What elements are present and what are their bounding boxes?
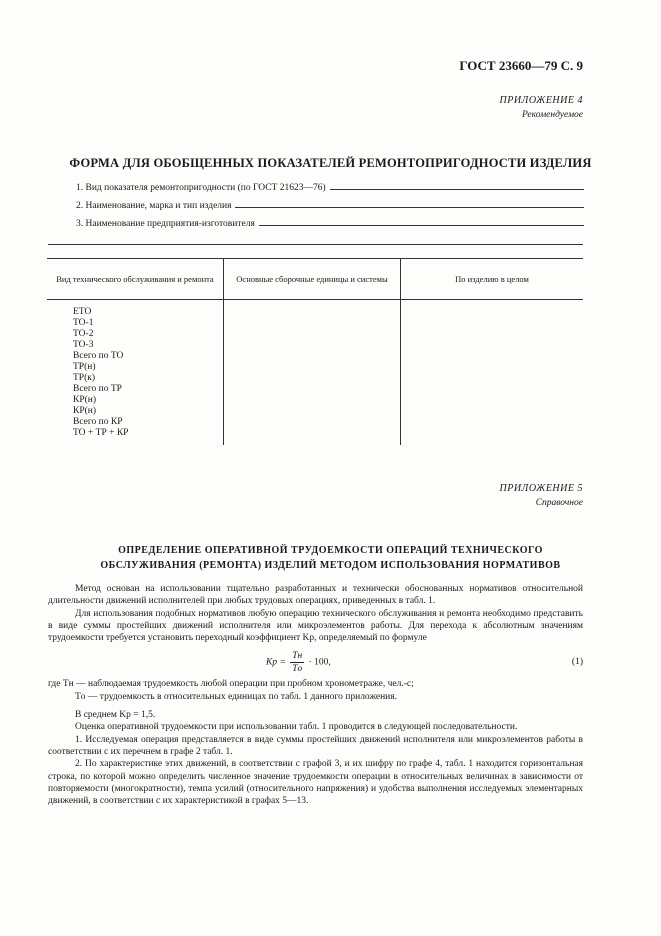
where-line-2: Tо — трудоемкость в относительных единицах по табл. 1 данного приложения. [75, 691, 398, 702]
table-header-units: Основные сборочные единицы и системы [224, 259, 401, 300]
form-title: ФОРМА ДЛЯ ОБОБЩЕННЫХ ПОКАЗАТЕЛЕЙ РЕМОНТОПРИГОДНОСТИ ИЗДЕЛИЯ [69, 156, 592, 170]
formula-denominator: Tо [292, 664, 303, 675]
formula-expression [266, 650, 331, 675]
appendix-5-block [500, 482, 584, 510]
appendix-4-label: ПРИЛОЖЕНИЕ 4 [499, 95, 583, 106]
formula-lhs: Kр = [266, 658, 286, 669]
formula-numerator: Tн [292, 651, 303, 662]
table-row-label: ТР(к) [73, 373, 96, 383]
table-row-label: КР(н) [73, 395, 97, 405]
appendix-5-status: Справочное [535, 498, 583, 508]
formula-number: (1) [571, 657, 583, 668]
form-field-2 [76, 199, 584, 217]
table-header-type: Вид технического обслуживания и ремонта [47, 259, 224, 300]
section-title-line2: ОБСЛУЖИВАНИЯ (РЕМОНТА) ИЗДЕЛИЙ МЕТОДОМ ИСПОЛЬЗОВАНИЯ НОРМАТИВОВ [100, 560, 561, 571]
form-field-label: 3. Наименование предприятия-изготовителя [76, 219, 255, 229]
table-row-label: ТО-3 [73, 340, 94, 350]
paragraph-step-2: 2. По характеристике этих движений, в соответствии с графой 3, и их шифру по графе 4, табл. 1 находится горизонтальная строка, по которой можно определить численное значение трудоемкости операции в относительных величинах в зависимости от повторяемости (многократности), темпа усилий (относительного напряжения) и удобства выполнения исследуемых элементарных движений, в соответствии с их характеристикой в графах 5—13. [48, 759, 583, 807]
formula-1 [48, 644, 583, 678]
form-field-label: 1. Вид показателя ремонтопригодности (по ГОСТ 21623—76) [76, 183, 326, 193]
fill-line [235, 199, 584, 208]
table-row-label: ТО + ТР + КР [73, 428, 129, 438]
table-cell-types [47, 300, 224, 446]
page-header: ГОСТ 23660—79 С. 9 [459, 58, 583, 73]
form-field-1 [76, 181, 584, 199]
table-row-label: ТР(н) [73, 362, 96, 372]
repair-form-table [47, 258, 583, 445]
fill-line [330, 181, 584, 190]
section-title [0, 543, 661, 573]
table-header-total: По изделию в целом [401, 259, 584, 300]
paragraph-step-1: 1. Исследуемая операция представляется в виде суммы простейших движений исполнителя или микроэлементов работы в соответствии с их перечнем в графе 2 табл. 1. [48, 734, 583, 757]
table-cell-units [224, 300, 401, 446]
table-row-label: ТО-2 [73, 329, 94, 339]
paragraph-norms: Для использования подобных нормативов любую операцию технического обслуживания и ремонта необходимо представить в виде суммы простейших движений исполнителя или микроэлементов работы. Для перехода к абсолютным значениям трудоемкости требуется установить переходный коэффициент Kр, определяемый по формуле [48, 608, 583, 644]
table-row-label: Всего по ТР [73, 384, 122, 394]
appendix-4-status: Рекомендуемое [521, 110, 583, 120]
table-row-label: КР(н) [73, 406, 97, 416]
appendix-5-label: ПРИЛОЖЕНИЕ 5 [499, 483, 583, 494]
form-fields [76, 181, 584, 235]
table-cell-total [401, 300, 584, 446]
form-field-continuation [48, 233, 583, 251]
fill-line [259, 217, 584, 226]
paragraph-average: В среднем Kр = 1,5. [75, 710, 156, 721]
appendix-4-block [500, 94, 584, 122]
table-row-label: Всего по КР [73, 417, 123, 427]
paragraph-method: Метод основан на использовании тщательно разработанных и технически обоснованных нормативов относительной длительности движений исполнителей при любых трудовых операциях, приведенных в табл. 1. [48, 584, 583, 607]
formula-fraction [290, 650, 304, 675]
table-row-label: ТО-1 [73, 318, 94, 328]
where-line-1: где Tн — наблюдаемая трудоемкость любой операции при пробном хронометраже, чел.-с; [48, 679, 414, 690]
fill-line [48, 233, 583, 245]
paragraph-assessment: Оценка оперативной трудоемкости при использовании табл. 1 проводится в следующей последовательности. [75, 722, 518, 733]
formula-rhs: · 100, [308, 658, 331, 669]
form-field-label: 2. Наименование, марка и тип изделия [76, 201, 232, 211]
table-row-label: ЕТО [73, 307, 92, 317]
section-title-line1: ОПРЕДЕЛЕНИЕ ОПЕРАТИВНОЙ ТРУДОЕМКОСТИ ОПЕРАЦИЙ ТЕХНИЧЕСКОГО [118, 545, 543, 556]
body-text [48, 583, 583, 807]
table-row-label: Всего по ТО [73, 351, 124, 361]
